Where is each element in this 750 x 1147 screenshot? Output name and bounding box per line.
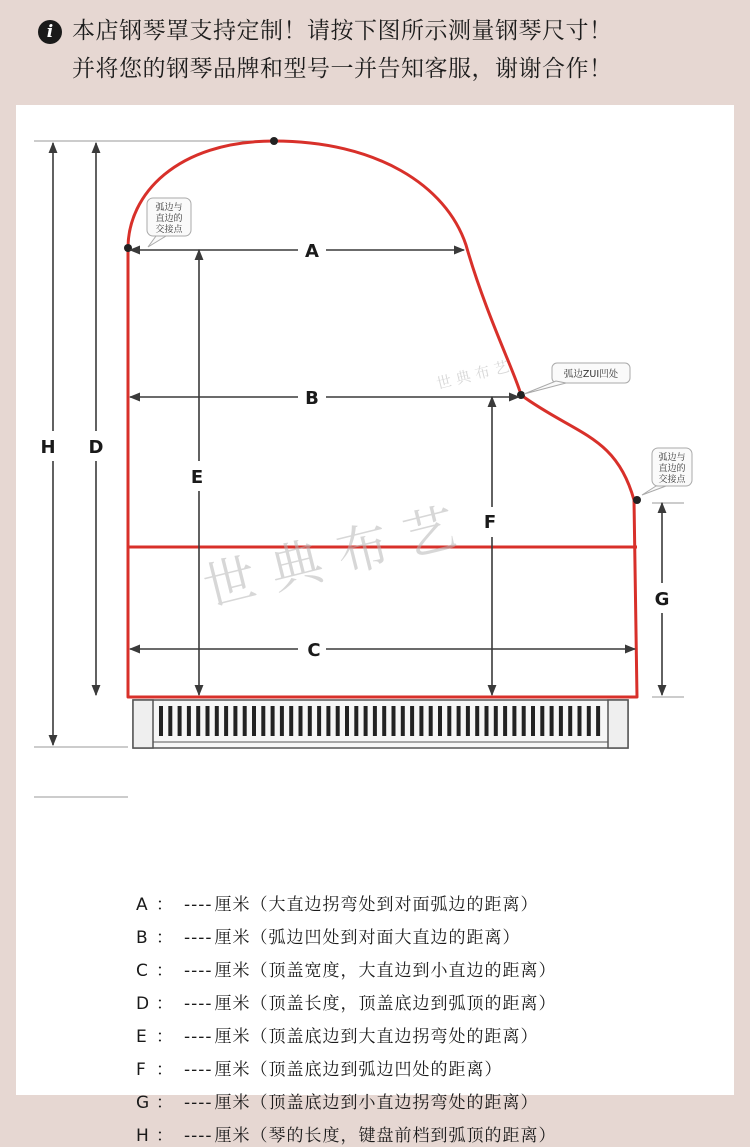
legend-description: （大直边拐弯处到对面弧边的距离） <box>250 895 539 915</box>
keyboard-key <box>438 706 442 736</box>
keyboard-key <box>271 706 275 736</box>
dim-label-f: F <box>483 512 497 533</box>
keyboard-key <box>364 706 368 736</box>
legend-unit: 厘米 <box>214 994 251 1014</box>
callout-concave <box>524 363 630 394</box>
dim-label-e: E <box>190 467 204 488</box>
piano-keyboard <box>133 700 628 748</box>
dim-label-a: A <box>305 241 319 262</box>
legend-blank: ---- <box>184 994 213 1014</box>
legend-description: （顶盖底边到小直边拐弯处的距离） <box>250 1093 539 1113</box>
keyboard-key <box>475 706 479 736</box>
keyboard-key <box>289 706 293 736</box>
legend-description: （弧边凹处到对面大直边的距离） <box>250 928 521 948</box>
dim-label-h: H <box>40 437 56 458</box>
header-line-2: 并将您的钢琴品牌和型号一并告知客服，谢谢合作！ <box>72 56 613 82</box>
legend-unit: 厘米 <box>214 928 251 948</box>
legend-description: （顶盖底边到弧边凹处的距离） <box>250 1060 503 1080</box>
keyboard-key <box>512 706 516 736</box>
keyboard-key <box>392 706 396 736</box>
keyboard-key <box>261 706 265 736</box>
keyboard-key <box>299 706 303 736</box>
keyboard-key <box>485 706 489 736</box>
legend-unit: 厘米 <box>214 1027 251 1047</box>
dim-label-d: D <box>88 437 104 458</box>
callout-concave-text: 弧边ZUI凹处 <box>563 369 619 380</box>
legend-row-g <box>136 1088 539 1114</box>
legend-row-h <box>136 1121 557 1147</box>
keyboard-key <box>252 706 256 736</box>
keyboard-key <box>401 706 405 736</box>
legend-letter: A <box>136 895 149 915</box>
legend-colon: ： <box>156 1126 174 1146</box>
diagram-panel <box>16 105 734 1146</box>
keyboard-key <box>457 706 461 736</box>
legend-unit: 厘米 <box>214 895 251 915</box>
watermark-small: 世 典 布 艺 <box>434 357 512 393</box>
keyboard-key <box>243 706 247 736</box>
keyboard-key <box>317 706 321 736</box>
legend-row-c <box>136 956 557 982</box>
callout-right-line3: 交接点 <box>658 475 686 485</box>
keyboard-key <box>308 706 312 736</box>
legend-row-a <box>136 890 539 916</box>
legend-letter: D <box>136 994 151 1014</box>
keyboard-key <box>206 706 210 736</box>
legend-blank: ---- <box>184 1027 213 1047</box>
callout-top-left-line2: 直边的 <box>155 214 183 224</box>
keyboard-key <box>336 706 340 736</box>
legend-letter: H <box>136 1126 150 1146</box>
callout-right-line1: 弧边与 <box>658 453 686 463</box>
legend-colon: ： <box>156 994 174 1014</box>
legend-letter: G <box>136 1093 151 1113</box>
keyboard-key <box>373 706 377 736</box>
keyboard-key <box>447 706 451 736</box>
legend-unit: 厘米 <box>214 1093 251 1113</box>
legend-unit: 厘米 <box>214 961 251 981</box>
keyboard-key <box>233 706 237 736</box>
keyboard-key <box>587 706 591 736</box>
callout-right <box>642 448 692 495</box>
legend-description: （顶盖底边到大直边拐弯处的距离） <box>250 1027 539 1047</box>
extension-lines <box>34 141 684 797</box>
keyboard-key <box>326 706 330 736</box>
legend-colon: ： <box>156 961 174 981</box>
dim-label-g: G <box>654 589 670 610</box>
legend-letter: F <box>136 1060 147 1080</box>
keyboard-key <box>578 706 582 736</box>
legend-letter: B <box>136 928 149 948</box>
keyboard-key <box>159 706 163 736</box>
info-icon: i <box>38 20 62 44</box>
callout-top-left <box>147 198 191 247</box>
legend-unit: 厘米 <box>214 1060 251 1080</box>
keyboard-key <box>168 706 172 736</box>
keyboard-key <box>280 706 284 736</box>
legend-blank: ---- <box>184 1093 213 1113</box>
keyboard-key <box>494 706 498 736</box>
legend-blank: ---- <box>184 961 213 981</box>
watermark-large: 世 典 布 艺 <box>197 498 463 619</box>
dim-label-b: B <box>305 388 319 409</box>
legend-colon: ： <box>156 928 174 948</box>
callout-right-line2: 直边的 <box>658 464 686 474</box>
legend-colon: ： <box>156 1060 174 1080</box>
legend-letter: E <box>136 1027 148 1047</box>
keyboard-key <box>596 706 600 736</box>
keyboard-key <box>178 706 182 736</box>
legend-description: （顶盖长度，顶盖底边到弧顶的距离） <box>250 994 557 1014</box>
keyboard-key <box>419 706 423 736</box>
callout-top-left-line1: 弧边与 <box>155 203 183 213</box>
legend-row-d <box>136 989 557 1015</box>
legend-colon: ： <box>156 1093 174 1113</box>
piano-measurement-diagram <box>16 105 734 865</box>
dim-label-c: C <box>307 640 321 661</box>
callout-top-left-line3: 交接点 <box>155 225 183 235</box>
legend-colon: ： <box>156 895 174 915</box>
keyboard-key <box>531 706 535 736</box>
keyboard-key <box>503 706 507 736</box>
legend-blank: ---- <box>184 1060 213 1080</box>
keyboard-key <box>215 706 219 736</box>
keyboard-key <box>568 706 572 736</box>
keyboard-key <box>522 706 526 736</box>
keyboard-key <box>429 706 433 736</box>
keyboard-key <box>559 706 563 736</box>
dimension-lines <box>53 143 662 745</box>
legend-blank: ---- <box>184 1126 213 1146</box>
keyboard-key <box>354 706 358 736</box>
legend-description: （琴的长度，键盘前档到弧顶的距离） <box>250 1126 557 1146</box>
header-banner <box>0 0 750 95</box>
legend-row-f <box>136 1055 503 1081</box>
keyboard-key <box>187 706 191 736</box>
keyboard-key <box>410 706 414 736</box>
legend-colon: ： <box>156 1027 174 1047</box>
keyboard-key <box>550 706 554 736</box>
keyboard-key <box>382 706 386 736</box>
legend-unit: 厘米 <box>214 1126 251 1146</box>
legend-blank: ---- <box>184 895 213 915</box>
keyboard-key <box>540 706 544 736</box>
legend-row-e <box>136 1022 539 1048</box>
keyboard-key <box>466 706 470 736</box>
keyboard-key <box>196 706 200 736</box>
piano-lid-outline <box>124 137 641 697</box>
legend-description: （顶盖宽度，大直边到小直边的距离） <box>250 961 557 981</box>
legend-blank: ---- <box>184 928 213 948</box>
header-line-1: 本店钢琴罩支持定制！请按下图所示测量钢琴尺寸！ <box>72 18 613 44</box>
legend-letter: C <box>136 961 149 981</box>
keyboard-key <box>345 706 349 736</box>
keyboard-key <box>224 706 228 736</box>
legend-row-b <box>136 923 521 949</box>
